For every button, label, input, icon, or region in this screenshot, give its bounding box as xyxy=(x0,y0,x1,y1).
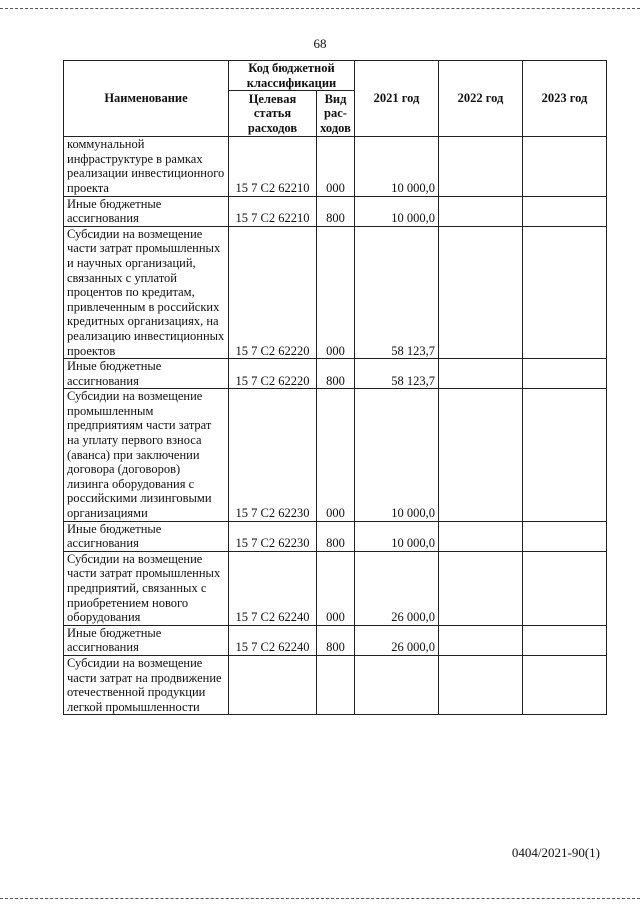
row-target-article: 15 7 С2 62220 xyxy=(229,226,317,358)
row-value-2023 xyxy=(523,389,607,521)
row-value-2021: 10 000,0 xyxy=(355,137,439,196)
row-target-article: 15 7 С2 62240 xyxy=(229,625,317,655)
row-value-2021: 58 123,7 xyxy=(355,226,439,358)
table-row xyxy=(64,551,607,625)
row-value-2022 xyxy=(439,226,523,358)
scan-edge-line-bottom xyxy=(0,898,640,899)
row-expense-kind xyxy=(317,655,355,714)
row-expense-kind: 800 xyxy=(317,196,355,226)
table-row xyxy=(64,137,607,196)
row-value-2022 xyxy=(439,551,523,625)
header-code-group: Код бюджетной классификации xyxy=(229,61,355,91)
scan-edge-line-top xyxy=(0,8,640,9)
row-value-2023 xyxy=(523,196,607,226)
row-value-2022 xyxy=(439,137,523,196)
row-value-2023 xyxy=(523,521,607,551)
header-year-2022: 2022 год xyxy=(439,61,523,137)
row-value-2022 xyxy=(439,655,523,714)
row-value-2023 xyxy=(523,551,607,625)
row-expense-kind: 000 xyxy=(317,226,355,358)
row-name: Иные бюджетные ассигнования xyxy=(64,625,229,655)
row-target-article: 15 7 С2 62210 xyxy=(229,196,317,226)
table-row xyxy=(64,226,607,358)
row-value-2021: 26 000,0 xyxy=(355,625,439,655)
row-name: Иные бюджетные ассигнования xyxy=(64,196,229,226)
row-value-2022 xyxy=(439,359,523,389)
row-value-2021: 58 123,7 xyxy=(355,359,439,389)
header-name: Наименование xyxy=(64,61,229,137)
row-expense-kind: 000 xyxy=(317,137,355,196)
row-value-2021: 10 000,0 xyxy=(355,196,439,226)
header-year-2021: 2021 год xyxy=(355,61,439,137)
row-value-2021: 10 000,0 xyxy=(355,389,439,521)
row-value-2022 xyxy=(439,521,523,551)
row-expense-kind: 800 xyxy=(317,359,355,389)
header-target-article: Целевая статья расходов xyxy=(229,91,317,137)
table-row xyxy=(64,359,607,389)
row-name: Иные бюджетные ассигнования xyxy=(64,521,229,551)
row-value-2022 xyxy=(439,196,523,226)
row-target-article: 15 7 С2 62210 xyxy=(229,137,317,196)
row-value-2023 xyxy=(523,655,607,714)
row-value-2023 xyxy=(523,137,607,196)
budget-table xyxy=(63,60,607,715)
row-expense-kind: 000 xyxy=(317,389,355,521)
table-row xyxy=(64,196,607,226)
row-target-article: 15 7 С2 62230 xyxy=(229,521,317,551)
row-expense-kind: 000 xyxy=(317,551,355,625)
row-name: Субсидии на возмещение части затрат на продвижение отечественной продукции легкой промышленности xyxy=(64,655,229,714)
row-value-2022 xyxy=(439,625,523,655)
table-row xyxy=(64,521,607,551)
row-value-2021 xyxy=(355,655,439,714)
table-row xyxy=(64,655,607,714)
page-number: 68 xyxy=(313,36,327,51)
row-expense-kind: 800 xyxy=(317,625,355,655)
table-row xyxy=(64,389,607,521)
row-name: Субсидии на возмещение промышленным предприятиям части затрат на уплату первого взноса (аванса) при заключении договора (договоров) лизинга оборудования с российскими лизинговыми организациями xyxy=(64,389,229,521)
row-value-2023 xyxy=(523,625,607,655)
row-value-2023 xyxy=(523,226,607,358)
row-value-2021: 10 000,0 xyxy=(355,521,439,551)
row-name: Субсидии на возмещение части затрат промышленных предприятий, связанных с приобретением нового оборудования xyxy=(64,551,229,625)
header-year-2023: 2023 год xyxy=(523,61,607,137)
row-value-2022 xyxy=(439,389,523,521)
row-name: Иные бюджетные ассигнования xyxy=(64,359,229,389)
row-name: Субсидии на возмещение части затрат промышленных и научных организаций, связанных с уплатой процентов по кредитам, привлеченным в российских кредитных организациях, на реализацию инвестиционных проектов xyxy=(64,226,229,358)
document-registration-number: 0404/2021-90(1) xyxy=(511,845,600,860)
row-target-article xyxy=(229,655,317,714)
row-target-article: 15 7 С2 62230 xyxy=(229,389,317,521)
row-expense-kind: 800 xyxy=(317,521,355,551)
table-row xyxy=(64,625,607,655)
row-target-article: 15 7 С2 62220 xyxy=(229,359,317,389)
header-expense-kind: Вид рас-ходов xyxy=(317,91,355,137)
row-name: коммунальной инфраструктуре в рамках реализации инвестиционного проекта xyxy=(64,137,229,196)
row-value-2023 xyxy=(523,359,607,389)
row-target-article: 15 7 С2 62240 xyxy=(229,551,317,625)
row-value-2021: 26 000,0 xyxy=(355,551,439,625)
